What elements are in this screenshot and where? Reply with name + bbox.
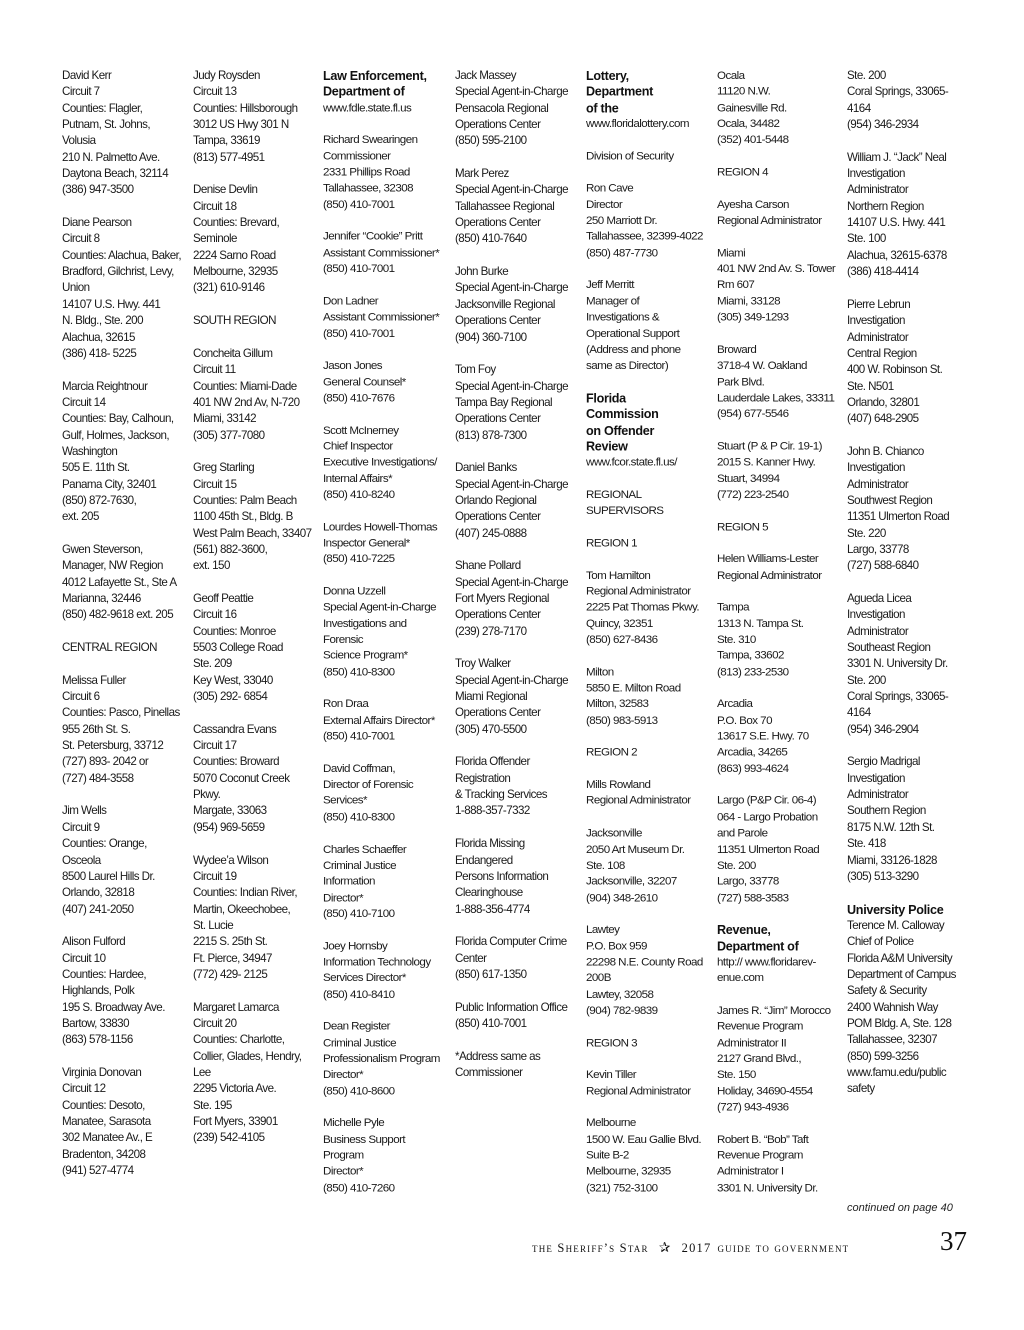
directory-entry: Florida Computer Crime Center (850) 617-1350 xyxy=(455,935,567,981)
directory-entry: Helen Williams-Lester Regional Administrator xyxy=(717,552,822,582)
section-heading: Law Enforcement, Department of xyxy=(323,68,427,99)
website-url: http:// www.floridarev- enue.com xyxy=(717,955,816,985)
directory-entry: Ron Cave Director 250 Marriott Dr. Tallahassee, 32399-4022 (850) 487-7730 xyxy=(586,181,703,260)
directory-entry: Florida Offender Registration & Tracking Services 1-888-357-7332 xyxy=(455,755,547,818)
section-heading: University Police xyxy=(847,902,944,917)
directory-entry: Public Information Office (850) 410-7001 xyxy=(455,1000,568,1030)
directory-entry: Jeff Merritt Manager of Investigations & Operational Support (Address and phone same as Director) xyxy=(586,278,681,372)
directory-entry: REGION 1 xyxy=(586,536,638,550)
directory-entry: Tom Foy Special Agent-in-Charge Tampa Bay Regional Operations Center (813) 878-7300 xyxy=(455,363,569,442)
directory-entry: Tampa 1313 N. Tampa St. Ste. 310 Tampa, 33602 (813) 233-2530 xyxy=(717,600,804,679)
directory-entry: Miami 401 NW 2nd Av. S. Tower Rm 607 Miami, 33128 (305) 349-1293 xyxy=(717,246,836,324)
directory-column-1 xyxy=(62,68,186,1196)
directory-entry: Diane Pearson Circuit 8 Counties: Alachua, Baker, Bradford, Gilchrist, Levy, Union 14107 U.S. Hwy. 441 N. Bldg., Ste. 200 Alachua, 32615 (386) 418- 5225 xyxy=(62,216,182,360)
directory-entry: Arcadia P.O. Box 70 13617 S.E. Hwy. 70 Arcadia, 34265 (863) 993-4624 xyxy=(717,697,809,775)
directory-entry: Ron Draa External Affairs Director* (850) 410-7001 xyxy=(323,697,435,743)
directory-entry: David Coffman, Director of Forensic Services* (850) 410-8300 xyxy=(323,762,414,824)
directory-entry: Gwen Steverson, Manager, NW Region 4012 Lafayette St., Ste A Marianna, 32446 (850) 482-9618 ext. 205 xyxy=(62,542,177,622)
directory-entry: Joey Hornsby Information Technology Services Director* (850) 410-8410 xyxy=(323,939,431,1001)
directory-entry: Virginia Donovan Circuit 12 Counties: Desoto, Manatee, Sarasota 302 Manatee Av., E Bradenton, 34208 (941) 527-4774 xyxy=(62,1065,153,1178)
directory-entry: Agueda Licea Investigation Administrator Southeast Region 3301 N. University Dr. Ste. 200 Coral Springs, 33065- 4164 (954) 346-2904 xyxy=(847,592,949,736)
directory-column-2 xyxy=(193,68,317,1163)
section-heading: Lottery, Department of the xyxy=(586,68,653,116)
directory-entry: Judy Roysden Circuit 13 Counties: Hillsborough 3012 US Hwy 301 N Tampa, 33619 (813) 577-4951 xyxy=(193,69,298,164)
directory-column-3 xyxy=(323,68,447,1212)
directory-column-5 xyxy=(586,68,710,1212)
directory-entry: Shane Pollard Special Agent-in-Charge Fort Myers Regional Operations Center (239) 278-7170 xyxy=(455,559,569,638)
directory-entry: *Address same as Commissioner xyxy=(455,1049,541,1079)
directory-entry: Terence M. Calloway Chief of Police Florida A&M University Department of Campus Safety & Security 2400 Wahnish Way POM Bldg. A, Ste. 128 Tallahassee, 32307 (850) 599-3256 www.famu.edu/public safety xyxy=(847,918,956,1096)
directory-entry: Stuart (P & P Cir. 19-1) 2015 S. Kanner Hwy. Stuart, 34994 (772) 223-2540 xyxy=(717,439,822,501)
directory-entry: Florida Missing Endangered Persons Information Clearinghouse 1-888-356-4774 xyxy=(455,837,549,916)
directory-entry: Marcia Reightnour Circuit 14 Counties: Bay, Calhoun, Gulf, Holmes, Jackson, Washington 505 E. 11th St. Panama City, 32401 (850) 872-7630, ext. 205 xyxy=(62,379,174,524)
directory-entry: Don Ladner Assistant Commissioner* (850) 410-7001 xyxy=(323,294,440,340)
continued-note: continued on page 40 xyxy=(847,1202,953,1214)
directory-entry: John B. Chianco Investigation Administrator Southwest Region 11351 Ulmerton Road Ste. 220 Largo, 33778 (727) 588-6840 xyxy=(847,444,950,573)
directory-entry: REGION 5 xyxy=(717,520,769,534)
guide-title: guide to government xyxy=(717,1241,850,1255)
directory-entry: Scott McInerney Chief Inspector Executive Investigations/ Internal Affairs* (850) 410-8240 xyxy=(323,423,437,501)
directory-column-7 xyxy=(847,68,971,1114)
directory-entry: Charles Schaeffer Criminal Justice Information Director* (850) 410-7100 xyxy=(323,842,407,920)
website-url: www.fcor.state.fl.us/ xyxy=(586,455,677,469)
directory-entry: Daniel Banks Special Agent-in-Charge Orlando Regional Operations Center (407) 245-0888 xyxy=(455,461,569,540)
directory-entry: James R. “Jim” Morocco Revenue Program Administrator II 2127 Grand Blvd., Ste. 150 Holiday, 34690-4554 (727) 943-4936 xyxy=(717,1003,831,1114)
directory-entry: REGIONAL SUPERVISORS xyxy=(586,488,664,518)
directory-entry: Jason Jones General Counsel* (850) 410-7676 xyxy=(323,359,406,405)
directory-entry: Alison Fulford Circuit 10 Counties: Hardee, Highlands, Polk 195 S. Broadway Ave. Bartow, 33830 (863) 578-1156 xyxy=(62,935,165,1047)
directory-entry: John Burke Special Agent-in-Charge Jacksonville Regional Operations Center (904) 360-7100 xyxy=(455,265,569,344)
directory-entry: Melissa Fuller Circuit 6 Counties: Pasco, Pinellas 955 26th St. S. St. Petersburg, 33712 (727) 893- 2042 or (727) 484-3558 xyxy=(62,673,180,785)
directory-entry: Cassandra Evans Circuit 17 Counties: Broward 5070 Coconut Creek Pkwy. Margate, 33063 (954) 969-5659 xyxy=(193,722,290,834)
directory-entry: William J. “Jack” Neal Investigation Administrator Northern Region 14107 U.S. Hwy. 441 Ste. 100 Alachua, 32615-6378 (386) 418-4414 xyxy=(847,150,947,279)
directory-entry: Melbourne 1500 W. Eau Gallie Blvd. Suite B-2 Melbourne, 32935 (321) 752-3100 xyxy=(586,1116,702,1194)
directory-entry: Jennifer “Cookie” Pritt Assistant Commissioner* (850) 410-7001 xyxy=(323,230,440,276)
section-heading: Revenue, Department of xyxy=(717,923,799,954)
directory-entry: Mark Perez Special Agent-in-Charge Tallahassee Regional Operations Center (850) 410-7640 xyxy=(455,167,569,246)
directory-entry: Margaret Lamarca Circuit 20 Counties: Charlotte, Collier, Glades, Hendry, Lee 2295 Victoria Ave. Ste. 195 Fort Myers, 33901 (239) 542-4105 xyxy=(193,1000,302,1145)
page-footer xyxy=(532,1240,849,1257)
star-icon: ✰ xyxy=(658,1241,672,1256)
directory-entry: Wydee’a Wilson Circuit 19 Counties: Indian River, Martin, Okeechobee, St. Lucie 2215 S. 25th St. Ft. Pierce, 34947 (772) 429- 2125 xyxy=(193,853,297,981)
directory-entry: Dean Register Criminal Justice Professionalism Program Director* (850) 410-8600 xyxy=(323,1019,440,1098)
directory-entry: REGION 3 xyxy=(586,1036,638,1049)
website-url: www.floridalottery.com xyxy=(586,117,690,131)
directory-entry: Jacksonville 2050 Art Museum Dr. Ste. 108 Jacksonville, 32207 (904) 348-2610 xyxy=(586,826,685,904)
directory-entry: Greg Starling Circuit 15 Counties: Palm Beach 1100 45th St., Bldg. B West Palm Beach, 33407 (561) 882-3600, ext. 150 xyxy=(193,461,312,573)
directory-entry: Lourdes Howell-Thomas Inspector General* (850) 410-7225 xyxy=(323,520,438,566)
directory-entry: REGION 4 xyxy=(717,165,769,179)
directory-column-6 xyxy=(717,68,841,1212)
directory-entry: Ste. 200 Coral Springs, 33065- 4164 (954) 346-2934 xyxy=(847,69,949,132)
directory-entry: David Kerr Circuit 7 Counties: Flagler, Putnam, St. Johns, Volusia 210 N. Palmetto Ave. Daytona Beach, 32114 (386) 947-3500 xyxy=(62,69,169,197)
directory-entry: CENTRAL REGION xyxy=(62,641,157,655)
directory-entry: SOUTH REGION xyxy=(193,314,276,328)
directory-entry: Sergio Madrigal Investigation Administrator Southern Region 8175 N.W. 12th St. Ste. 418 Miami, 33126-1828 (305) 513-3290 xyxy=(847,755,937,883)
directory-entry: Donna Uzzell Special Agent-in-Charge Investigations and Forensic Science Program* (850) 410-8300 xyxy=(323,584,437,679)
directory-entry: Ayesha Carson Regional Administrator xyxy=(717,197,822,227)
directory-entry: Michelle Pyle Business Support Program Director* (850) 410-7260 xyxy=(323,1116,406,1194)
directory-entry: Broward 3718-4 W. Oakland Park Blvd. Lauderdale Lakes, 33311 (954) 677-5546 xyxy=(717,342,835,421)
directory-entry: Troy Walker Special Agent-in-Charge Miami Regional Operations Center (305) 470-5500 xyxy=(455,657,569,736)
publication-year: 2017 xyxy=(681,1241,712,1255)
section-heading: Florida Commission on Offender Review xyxy=(586,391,659,454)
directory-entry: Pierre Lebrun Investigation Administrator Central Region 400 W. Robinson St. Ste. N501 Orlando, 32801 (407) 648-2905 xyxy=(847,297,943,426)
directory-entry: Jim Wells Circuit 9 Counties: Orange, Osceola 8500 Laurel Hills Dr. Orlando, 32818 (407) 241-2050 xyxy=(62,804,155,916)
page-number: 37 xyxy=(940,1226,967,1256)
directory-entry: Jack Massey Special Agent-in-Charge Pensacola Regional Operations Center (850) 595-2100 xyxy=(455,69,569,148)
directory-entry: Ocala 11120 N.W. Gainesville Rd. Ocala, 34482 (352) 401-5448 xyxy=(717,68,789,147)
directory-entry: Richard Swearingen Commissioner 2331 Phillips Road Tallahassee, 32308 (850) 410-7001 xyxy=(323,133,418,211)
website-url: www.fdle.state.fl.us xyxy=(323,101,412,115)
directory-entry: Concheita Gillum Circuit 11 Counties: Miami-Dade 401 NW 2nd Av, N-720 Miami, 33142 (305) 377-7080 xyxy=(193,346,300,442)
directory-entry: Tom Hamilton Regional Administrator 2225 Pat Thomas Pkwy. Quincy, 32351 (850) 627-8436 xyxy=(586,568,700,646)
directory-entry: REGION 2 xyxy=(586,745,638,759)
directory-column-4 xyxy=(455,68,579,1098)
directory-entry: Largo (P&P Cir. 06-4) 064 - Largo Probation and Parole 11351 Ulmerton Road Ste. 200 Largo, 33778 (727) 588-3583 xyxy=(717,794,820,904)
directory-entry: Geoff Peattie Circuit 16 Counties: Monroe 5503 College Road Ste. 209 Key West, 33040 (305) 292- 6854 xyxy=(193,592,283,704)
directory-entry: Denise Devlin Circuit 18 Counties: Brevard, Seminole 2224 Sarno Road Melbourne, 32935 (321) 610-9146 xyxy=(193,183,280,295)
directory-entry: Mills Rowland Regional Administrator xyxy=(586,778,691,808)
directory-entry: Division of Security xyxy=(586,149,674,163)
directory-entry: Milton 5850 E. Milton Road Milton, 32583 (850) 983-5913 xyxy=(586,665,681,727)
directory-entry: Lawtey P.O. Box 959 22298 N.E. County Road 200B Lawtey, 32058 (904) 782-9839 xyxy=(586,923,703,1017)
publication-name: the Sheriff’s Star xyxy=(532,1241,649,1255)
directory-entry: Kevin Tiller Regional Administrator xyxy=(586,1068,691,1098)
directory-entry: Robert B. “Bob” Taft Revenue Program Administrator I 3301 N. University Dr. xyxy=(717,1132,818,1194)
